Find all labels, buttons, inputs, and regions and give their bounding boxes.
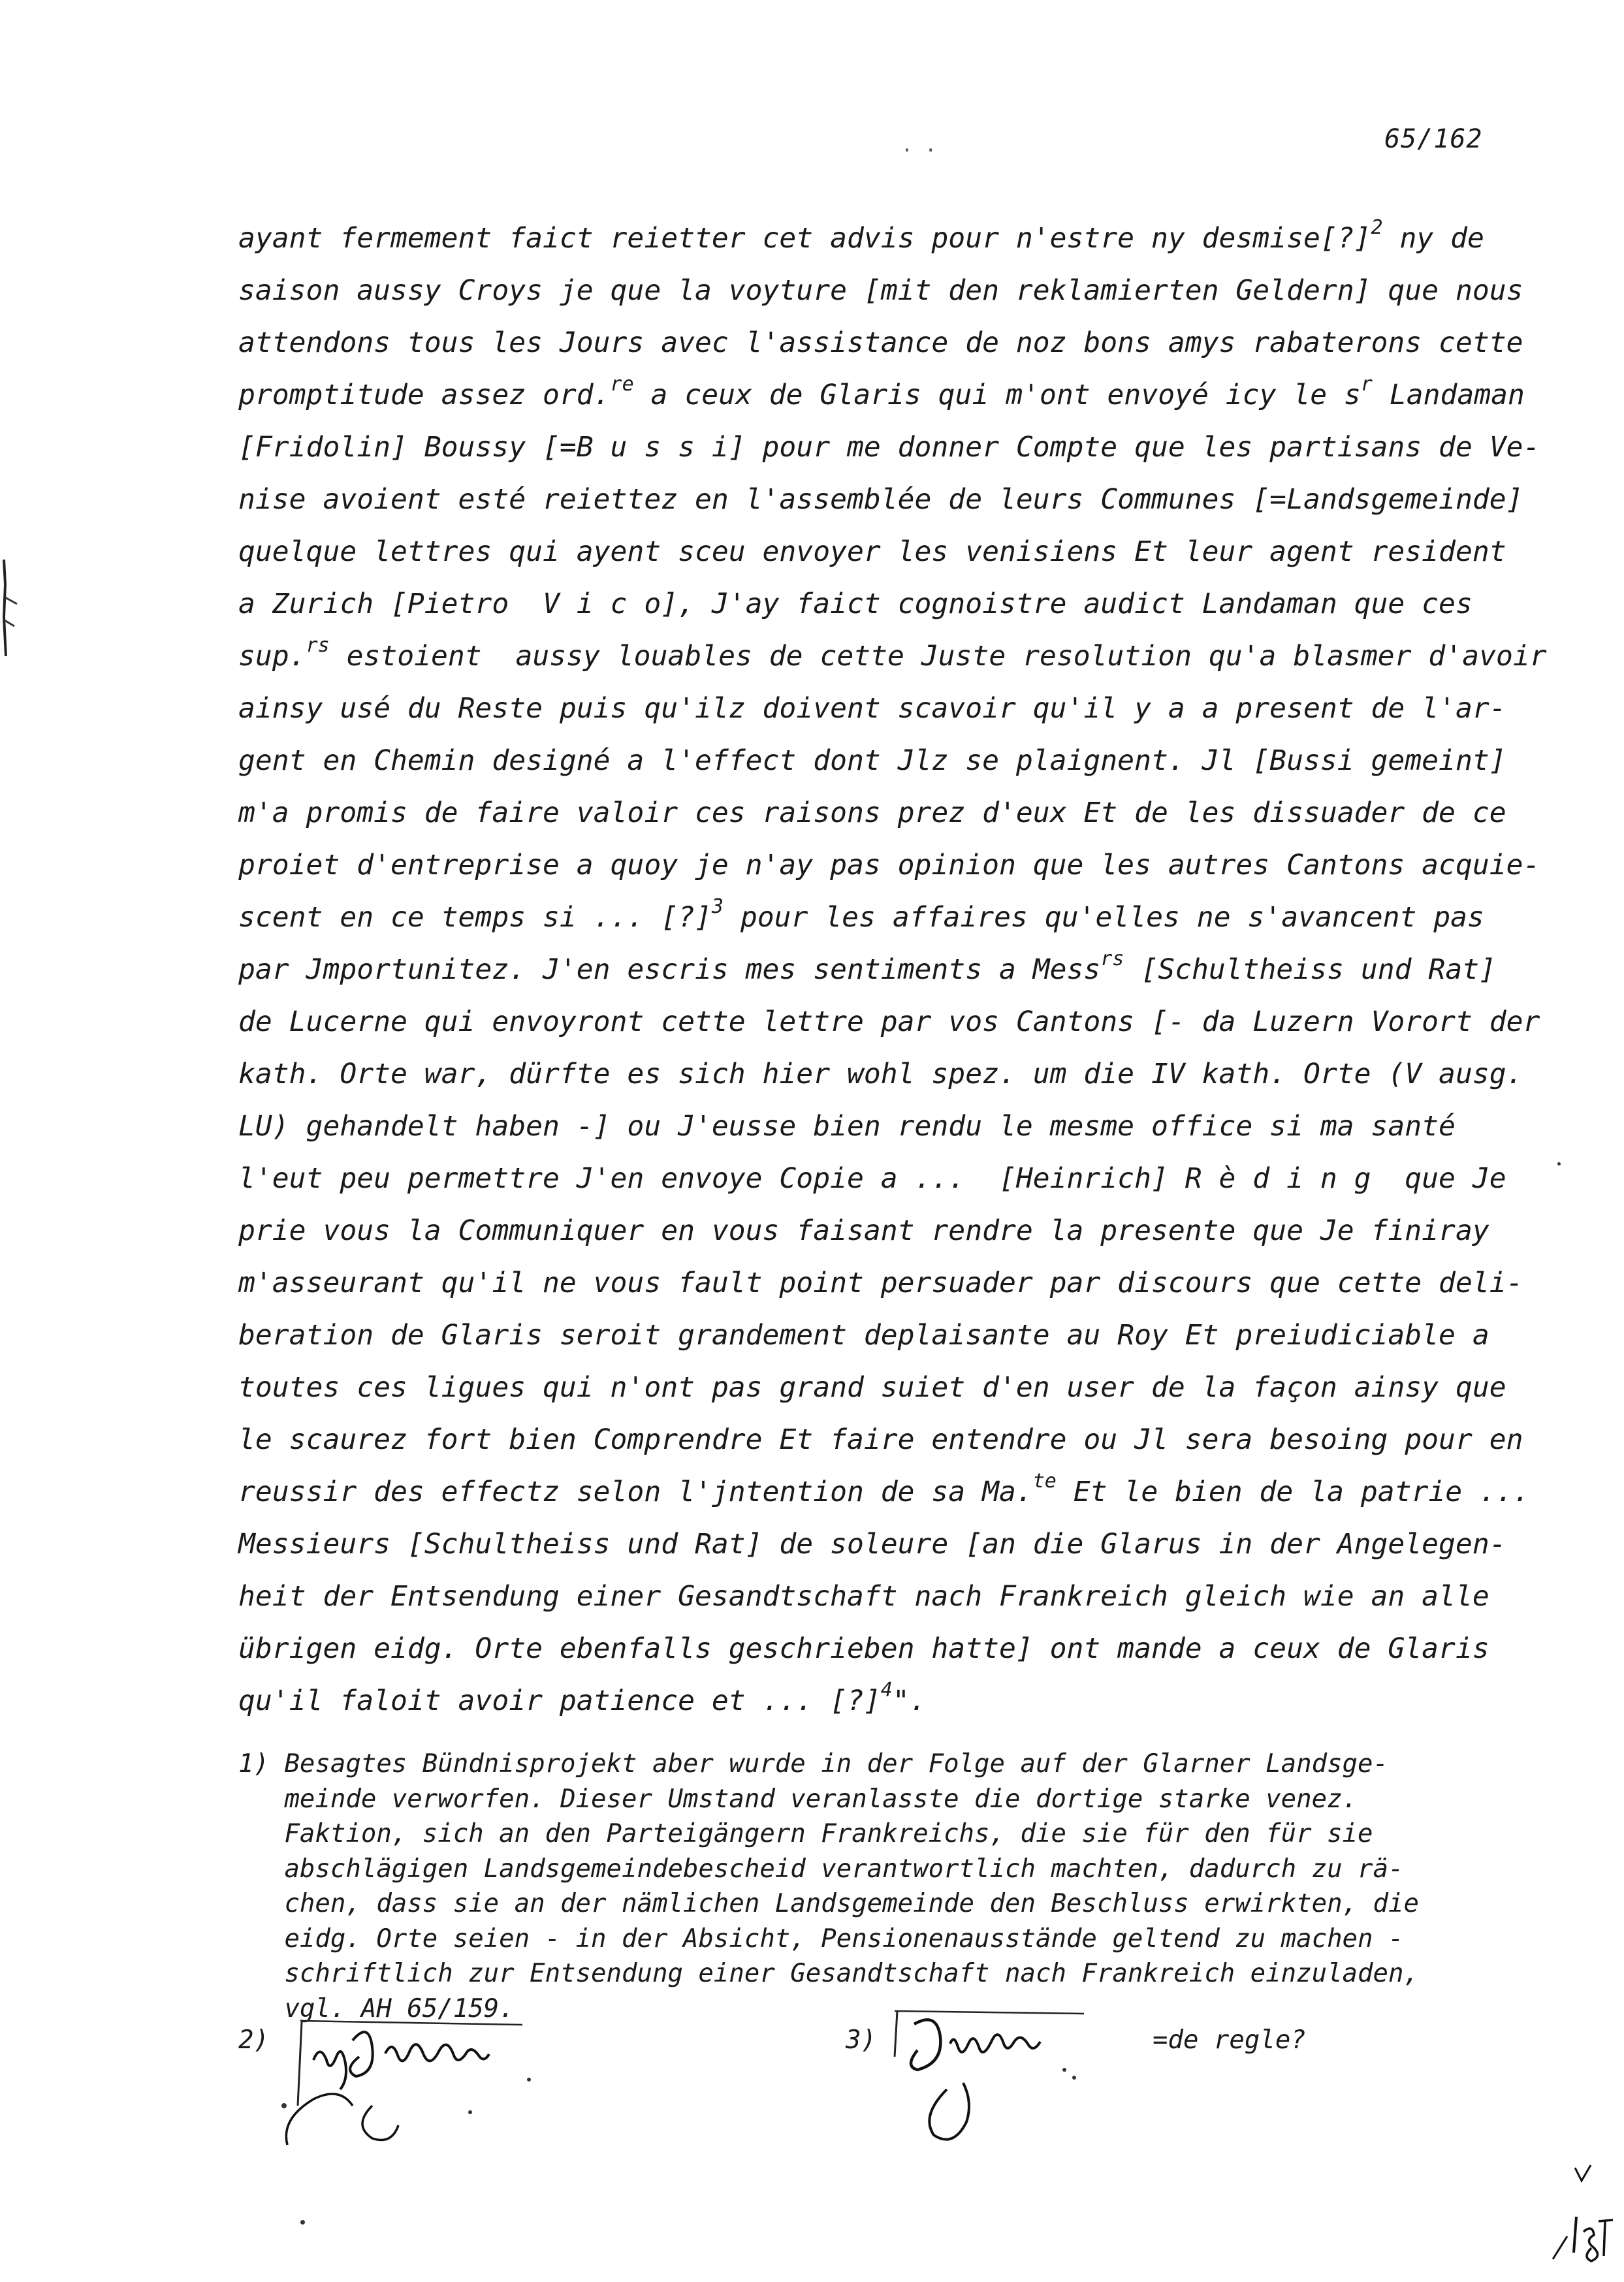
- margin-bracket-mark: [0, 558, 26, 663]
- body-line: [238, 317, 1523, 369]
- body-line: [238, 1675, 1512, 1727]
- body-line-text: Et le bien de la patrie ...: [1056, 1476, 1530, 1508]
- body-line: [238, 630, 1547, 682]
- body-line-text: proiet d'entreprise a quoy je n'ay pas opinion que les autres Cantons acquie-: [238, 849, 1540, 881]
- body-line: [238, 891, 1512, 943]
- body-line-text: reussir des effectz selon l'jntention de sa Ma.: [238, 1476, 1033, 1508]
- footnote-2-label: 2): [238, 2025, 269, 2055]
- footnote-ref: 4: [880, 1678, 893, 1702]
- body-line-text: pour les affaires qu'elles ne s'avancent pas: [723, 901, 1484, 934]
- body-line-text: a Zurich [Pietro V i c o], J'ay faict cognoistre audict Landaman que ces: [238, 588, 1473, 620]
- body-line-text: par Jmportunitez. J'en escris mes sentiments a Mess: [238, 953, 1101, 986]
- body-line: [238, 1570, 1512, 1623]
- body-line-text: toutes ces ligues qui n'ont pas grand suiet d'en user de la façon ainsy que: [238, 1371, 1506, 1404]
- body-line-text: de Lucerne qui envoyront cette lettre par vos Cantons [- da Luzern Vorort der: [238, 1006, 1540, 1038]
- body-line: [238, 1466, 1530, 1518]
- body-line: [238, 1257, 1523, 1309]
- body-line: [238, 1309, 1512, 1361]
- body-line: [238, 1518, 1512, 1570]
- body-line-text: attendons tous les Jours avec l'assistance de noz bons amys rabaterons cette: [238, 326, 1523, 359]
- footnote-ref: re: [610, 372, 634, 396]
- body-line-text: l'eut peu permettre J'en envoye Copie a ... [Heinrich] R è d i n g que Je: [238, 1162, 1506, 1195]
- body-line-text: beration de Glaris seroit grandement deplaisante au Roy Et preiudiciable a: [238, 1319, 1489, 1352]
- body-line-text: [Schultheiss und Rat]: [1124, 953, 1496, 986]
- speck: [1557, 1162, 1561, 1165]
- body-line-text: gent en Chemin designé a l'effect dont Jlz se plaignent. Jl [Bussi gemeint]: [238, 744, 1506, 777]
- body-line: [238, 1100, 1512, 1152]
- body-line-text: heit der Entsendung einer Gesandtschaft nach Frankreich gleich wie an alle: [238, 1580, 1489, 1613]
- body-line: [238, 526, 1512, 578]
- body-line: [238, 996, 1540, 1048]
- footnote-line: vgl. AH 65/159.: [238, 1993, 515, 2023]
- body-line-text: ny de: [1382, 222, 1484, 255]
- body-line-text: Landaman: [1372, 379, 1525, 411]
- body-line-text: sup.: [238, 640, 306, 673]
- page-number: 65/162: [1384, 124, 1483, 154]
- footnote-3-handwriting-image: [888, 1998, 1110, 2155]
- body-line-text: ainsy usé du Reste puis qu'ilz doivent scavoir qu'il y a a present de l'ar-: [238, 692, 1506, 725]
- body-line-text: kath. Orte war, dürfte es sich hier wohl spez. um die IV kath. Orte (V ausg.: [238, 1058, 1523, 1090]
- body-line-text: le scaurez fort bien Comprendre Et faire entendre ou Jl sera besoing pour en: [238, 1423, 1523, 1456]
- footnote-ref: te: [1032, 1469, 1057, 1493]
- body-line: [238, 839, 1540, 891]
- body-line-text: scent en ce temps si ... [?]: [238, 901, 712, 934]
- body-line: [238, 787, 1512, 839]
- body-line-text: prie vous la Communiquer en vous faisant rendre la presente que Je finiray: [238, 1214, 1489, 1247]
- body-line-text: qu'il faloit avoir patience et ... [?]: [238, 1685, 881, 1717]
- footnote-line: Faktion, sich an den Parteigängern Frankreichs, die sie für den für sie: [238, 1819, 1373, 1848]
- footnote-3-label: 3): [846, 2025, 876, 2055]
- header-marks: . .: [901, 134, 937, 157]
- body-line-text: nise avoient esté reiettez en l'assemblée de leurs Communes [=Landsgemeinde]: [238, 483, 1523, 516]
- footnote-ref: rs: [306, 633, 330, 657]
- body-line: [238, 473, 1523, 526]
- body-line-text: [Fridolin] Boussy [=B u s s i] pour me donner Compte que les partisans de Ve-: [238, 431, 1540, 464]
- body-line: [238, 1361, 1512, 1414]
- body-line: [238, 943, 1512, 996]
- body-line-text: ayant fermement faict reietter cet advis pour n'estre ny desmise[?]: [238, 222, 1371, 255]
- body-line: [238, 578, 1512, 630]
- speck: [300, 2220, 305, 2225]
- body-line-text: übrigen eidg. Orte ebenfalls geschrieben hatte] ont mande a ceux de Glaris: [238, 1632, 1489, 1665]
- body-line: [238, 682, 1512, 735]
- footnote-line: schriftlich zur Entsendung einer Gesandtschaft nach Frankreich einzuladen,: [238, 1959, 1419, 1988]
- folio-handwritten-mark: [1548, 2161, 1619, 2266]
- body-line: [238, 1414, 1523, 1466]
- body-line-text: Messieurs [Schultheiss und Rat] de soleure [an die Glarus in der Angelegen-: [238, 1528, 1506, 1561]
- body-line-text: m'asseurant qu'il ne vous fault point persuader par discours que cette deli-: [238, 1267, 1523, 1299]
- footnote-line: 1) Besagtes Bündnisprojekt aber wurde in der Folge auf der Glarner Landsge-: [238, 1749, 1388, 1779]
- body-line-text: a ceux de Glaris qui m'ont envoyé icy le s: [633, 379, 1361, 411]
- body-line: [238, 1048, 1523, 1100]
- body-line: [238, 369, 1525, 421]
- body-line-text: saison aussy Croys je que la voyture [mit den reklamierten Geldern] que nous: [238, 274, 1523, 307]
- body-line: [238, 1623, 1512, 1675]
- footnote-line: abschlägigen Landsgemeindebescheid verantwortlich machten, dadurch zu rä-: [238, 1854, 1404, 1884]
- body-line-text: LU) gehandelt haben -] ou J'eusse bien rendu le mesme office si ma santé: [238, 1110, 1456, 1143]
- footnote-line: meinde verworfen. Dieser Umstand veranlasste die dortige starke venez.: [238, 1784, 1358, 1814]
- footnote-2-handwriting-image: [274, 2008, 575, 2158]
- footnote-line: eidg. Orte seien - in der Absicht, Pensionenausstände geltend zu machen -: [238, 1924, 1404, 1954]
- body-line: [238, 264, 1523, 317]
- letter-body-text: [238, 212, 1547, 1727]
- footnote-1: [238, 1747, 1512, 2026]
- footnote-ref: 2: [1371, 215, 1383, 239]
- footnote-3-reading: =de regle?: [1153, 2025, 1306, 2055]
- footnote-line: chen, dass sie an der nämlichen Landsgemeinde den Beschluss erwirkten, die: [238, 1889, 1419, 1918]
- footnote-ref: r: [1360, 372, 1373, 396]
- footnote-ref: 3: [711, 895, 724, 918]
- body-line: [238, 212, 1512, 264]
- body-line: [238, 735, 1512, 787]
- body-line: [238, 1205, 1512, 1257]
- body-line: [238, 421, 1540, 473]
- body-line: [238, 1152, 1512, 1205]
- body-line-text: estoient aussy louables de cette Juste resolution qu'a blasmer d'avoir: [329, 640, 1547, 673]
- footnote-ref: rs: [1100, 947, 1124, 970]
- body-line-text: ".: [892, 1685, 927, 1717]
- body-line-text: promptitude assez ord.: [238, 379, 611, 411]
- body-line-text: quelque lettres qui ayent sceu envoyer les venisiens Et leur agent resident: [238, 535, 1506, 568]
- body-line-text: m'a promis de faire valoir ces raisons prez d'eux Et de les dissuader de ce: [238, 797, 1506, 829]
